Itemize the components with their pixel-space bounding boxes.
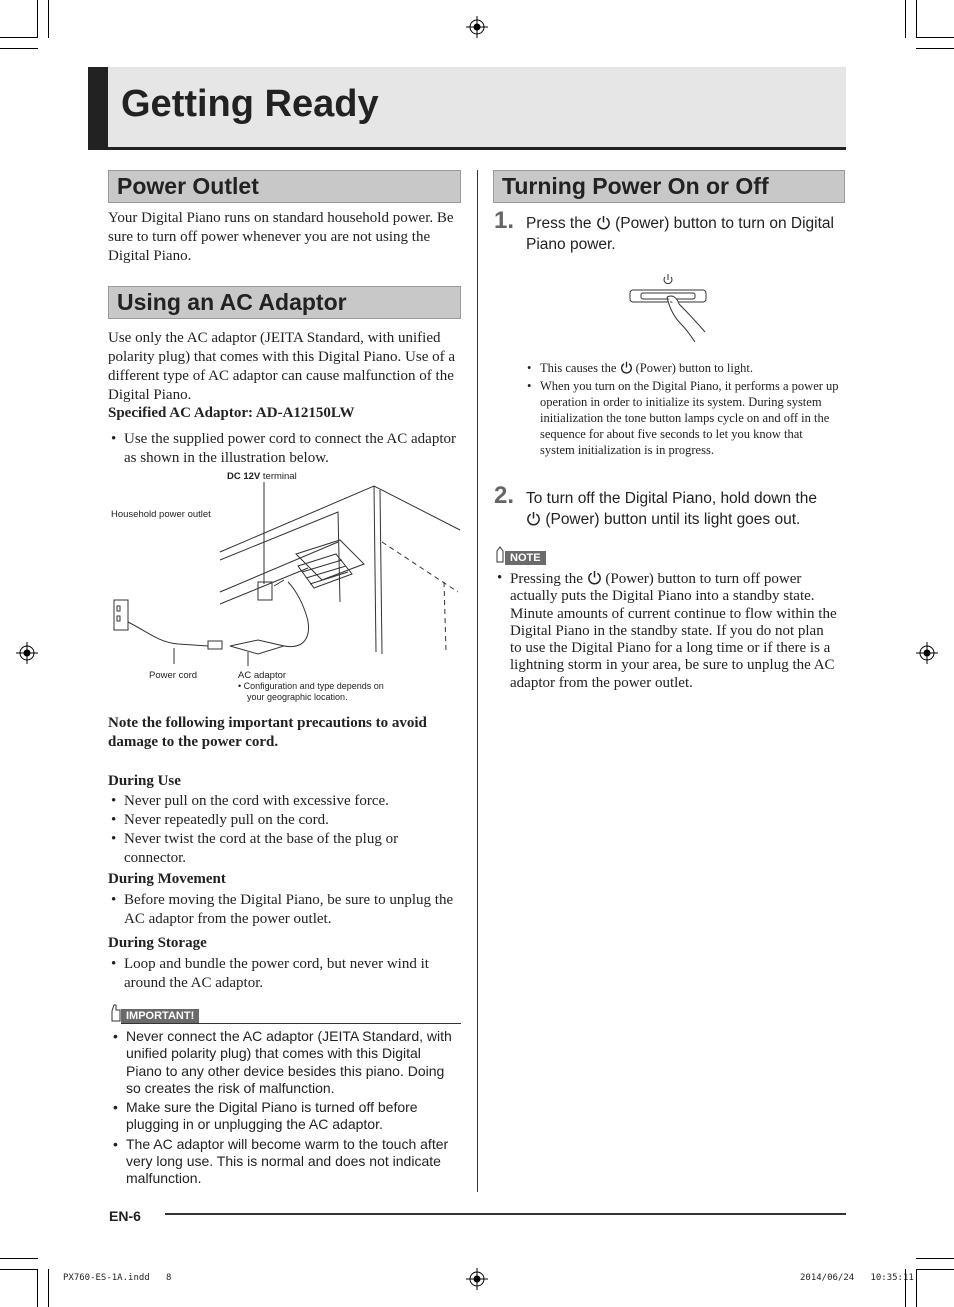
crop-mark bbox=[916, 1258, 954, 1259]
page-number: EN-6 bbox=[109, 1208, 141, 1224]
crop-mark bbox=[37, 1269, 38, 1307]
crop-mark bbox=[0, 1269, 38, 1270]
power-cord-label: Power cord bbox=[149, 670, 198, 681]
during-use-heading: During Use bbox=[108, 773, 181, 789]
crop-mark bbox=[905, 0, 906, 38]
section-heading-text: Using an AC Adaptor bbox=[117, 289, 347, 315]
section-heading-text: Turning Power On or Off bbox=[502, 173, 769, 199]
precautions-intro: Note the following important precautions to avoid damage to the power cord. bbox=[108, 715, 427, 750]
crop-mark bbox=[37, 0, 38, 38]
section-heading-text: Power Outlet bbox=[117, 173, 259, 199]
power-icon bbox=[620, 361, 633, 374]
important-list bbox=[110, 1028, 460, 1188]
crop-mark bbox=[0, 37, 38, 38]
list-item: • Loop and bundle the power cord, but never wind it around the AC adaptor. bbox=[108, 955, 458, 993]
title-accent-bar bbox=[88, 67, 108, 149]
section-heading-power-outlet bbox=[108, 170, 461, 203]
section-heading-power-on-off bbox=[493, 170, 845, 203]
important-badge: IMPORTANT! bbox=[121, 1009, 199, 1023]
list-item: • The AC adaptor will become warm to the touch after very long use. This is normal and does not indicate malfunction. bbox=[110, 1136, 460, 1188]
power-outlet-text: Your Digital Piano runs on standard household power. Be sure to turn off power whenever you are not using the Digital Piano. bbox=[108, 210, 454, 264]
file-info: PX760-ES-1A.indd 8 bbox=[63, 1273, 172, 1283]
list-item: • Never pull on the cord with excessive force. bbox=[108, 792, 458, 811]
dc-terminal-label: DC 12V terminal bbox=[227, 471, 297, 482]
list-item: • Make sure the Digital Piano is turned off before plugging in or unplugging the AC adaptor. bbox=[110, 1099, 460, 1134]
ac-adaptor-note-line2: your geographic location. bbox=[247, 692, 348, 702]
crop-mark bbox=[48, 1269, 49, 1307]
list-item: • Never twist the cord at the base of the plug or connector. bbox=[108, 830, 458, 868]
step-1-number: 1. bbox=[494, 207, 515, 234]
during-use-block bbox=[108, 772, 458, 868]
list-item: • Never repeatedly pull on the cord. bbox=[108, 811, 458, 830]
print-datetime: 2014/06/24 10:35:11 bbox=[800, 1273, 914, 1283]
list-item: • When you turn on the Digital Piano, it performs a power up operation in order to initialize its system. During system initialization the tone button lamps cycle on and off in the sequence for about five seconds to let you know that system initialization is in progress. bbox=[524, 378, 840, 458]
step-1-text: Press the (Power) button to turn on Digital Piano power. bbox=[526, 215, 834, 253]
crop-mark bbox=[916, 0, 917, 38]
list-item: • Before moving the Digital Piano, be sure to unplug the AC adaptor from the power outlet. bbox=[108, 891, 458, 929]
ac-adaptor-note-line1: • Configuration and type depends on bbox=[238, 681, 384, 691]
during-storage-heading: During Storage bbox=[108, 935, 207, 951]
note-badge: NOTE bbox=[505, 551, 546, 565]
crop-mark bbox=[0, 1258, 38, 1259]
registration-mark bbox=[916, 642, 938, 664]
power-connection-illustration bbox=[108, 482, 463, 672]
crop-mark bbox=[916, 1269, 917, 1307]
crop-mark bbox=[916, 37, 954, 38]
list-item: • This causes the (Power) button to light. bbox=[524, 360, 840, 376]
power-icon bbox=[526, 511, 541, 526]
household-outlet-label: Household power outlet bbox=[111, 509, 211, 520]
specified-adaptor: Specified AC Adaptor: AD-A12150LW bbox=[108, 405, 355, 421]
power-icon bbox=[587, 570, 602, 585]
footer-rule bbox=[165, 1213, 846, 1215]
section-heading-ac-adaptor bbox=[108, 286, 461, 319]
during-movement-block bbox=[108, 870, 458, 929]
power-button-illustration bbox=[625, 270, 715, 342]
step-2-text: To turn off the Digital Piano, hold down the (Power) button until its light goes out. bbox=[526, 490, 817, 528]
registration-mark bbox=[466, 16, 488, 38]
page-title: Getting Ready bbox=[121, 83, 379, 125]
power-icon bbox=[596, 215, 611, 230]
crop-mark bbox=[0, 48, 38, 49]
title-rule bbox=[88, 147, 846, 150]
list-item: • Never connect the AC adaptor (JEITA Standard, with unified polarity plug) that comes with this Digital Piano to any other device besides this piano. Doing so creates the risk of malfunction. bbox=[110, 1028, 460, 1097]
column-divider bbox=[477, 170, 478, 1192]
ac-adaptor-text: Use only the AC adaptor (JEITA Standard, with unified polarity plug) that comes with this Digital Piano. Use of a different type of AC adaptor can cause malfunction of the Digital Piano. bbox=[108, 330, 456, 403]
during-movement-heading: During Movement bbox=[108, 871, 226, 887]
crop-mark bbox=[916, 48, 954, 49]
registration-mark bbox=[16, 642, 38, 664]
step-2-number: 2. bbox=[494, 482, 515, 509]
note-list bbox=[494, 570, 839, 692]
crop-mark bbox=[916, 1269, 954, 1270]
step-1-bullets bbox=[524, 360, 840, 458]
during-storage-block bbox=[108, 934, 458, 993]
registration-mark bbox=[466, 1268, 488, 1290]
important-rule bbox=[121, 1023, 461, 1024]
ac-adaptor-label: AC adaptor bbox=[238, 670, 287, 681]
crop-mark bbox=[48, 0, 49, 38]
ac-adaptor-bullet: • Use the supplied power cord to connect the AC adaptor as shown in the illustration below. bbox=[108, 430, 464, 468]
list-item: • Pressing the (Power) button to turn off power actually puts the Digital Piano into a standby state. Minute amounts of current continue to flow within the Digital Piano in the standby state. If you do not plan to use the Digital Piano for a long time or if there is a lightning storm in your area, be sure to unplug the AC adaptor from the power outlet. bbox=[494, 570, 839, 692]
